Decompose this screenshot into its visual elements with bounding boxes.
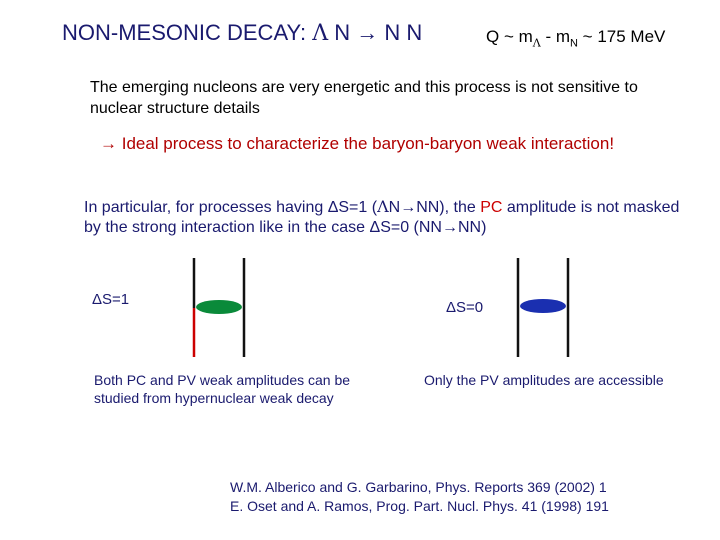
arrow-icon: →: [400, 199, 417, 216]
diagram-delta-s0: [518, 258, 568, 357]
weak-vertex-blob: [520, 299, 566, 313]
weak-vertex-blob: [196, 300, 242, 314]
reference-2: E. Oset and A. Ramos, Prog. Part. Nucl. Phys. 41 (1998) 191: [230, 498, 609, 514]
arrow-icon: →: [356, 20, 379, 45]
slide-title: NON-MESONIC DECAY: Λ N → N N: [62, 20, 423, 46]
delta-s1-label: ΔS=1: [92, 291, 130, 308]
arrow-icon: →: [441, 219, 458, 236]
right-note: Only the PV amplitudes are accessible: [424, 372, 664, 388]
arrow-icon: →: [100, 134, 117, 153]
particular-statement: In particular, for processes having ΔS=1 (ΛN→NN), the PC amplitude is not masked by the strong interaction like in the case ΔS=0 (NN→NN): [84, 197, 680, 236]
reference-1: W.M. Alberico and G. Garbarino, Phys. Reports 369 (2002) 1: [230, 479, 607, 495]
delta-s0-label: ΔS=0: [446, 299, 484, 316]
left-note: Both PC and PV weak amplitudes can be studied from hypernuclear weak decay: [94, 372, 351, 406]
pc-highlight: PC: [480, 199, 503, 216]
lambda-symbol: Λ: [312, 21, 329, 46]
references: [230, 478, 609, 516]
intro-text: The emerging nucleons are very energetic and this process is not sensitive to nuclear structure details: [90, 79, 638, 117]
ideal-statement: → Ideal process to characterize the baryon-baryon weak interaction!: [100, 134, 615, 153]
q-value: Q ~ $m_\Lambda - m_N$ ~ 175 MeV: [486, 27, 666, 50]
diagram-delta-s1: [194, 258, 244, 357]
